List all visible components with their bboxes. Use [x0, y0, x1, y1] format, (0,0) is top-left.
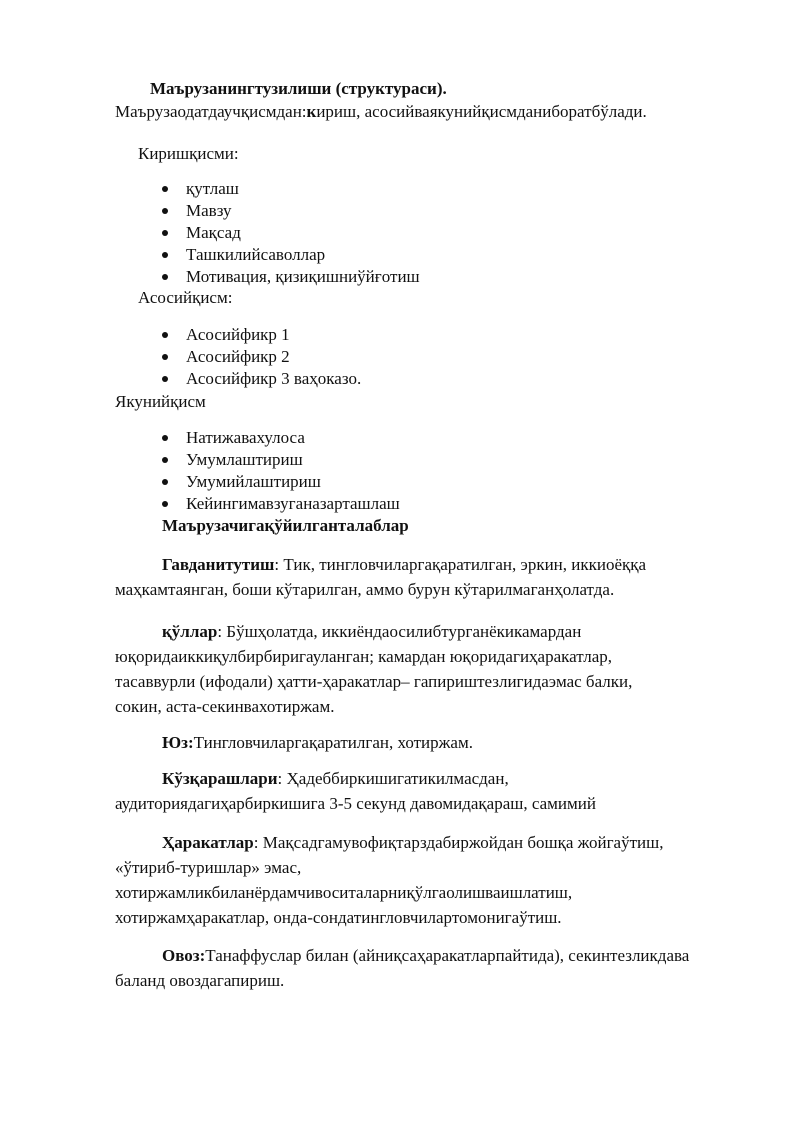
paragraph-yuz: Юз:Тингловчиларгақаратилган, хотиржам. [162, 733, 473, 752]
paragraph-qullar: қўллар: Бўшҳолатда, иккиёндаосилибтурганёкикамардан юқоридаиккиқулбирбиригауланган; камардан юқоридагиҳаракатлар, тасаввурли (ифодали) ҳатти-ҳаракатлар– гапириштезлигидаэмас балки, сокин, аста-секинвахотиржам. [115, 622, 633, 716]
list-item: Асосийфикр 2 [160, 346, 361, 368]
yakuniy-heading: Якунийқисм [115, 392, 206, 411]
yakuniy-list [160, 427, 400, 515]
list-item: Натижавахулоса [160, 427, 400, 449]
paragraph-ovoz: Овоз:Танаффуслар билан (айниқсаҳаракатларпайтида), секинтезликдава баланд овоздагапириш. [115, 946, 690, 990]
document-title: Маърузанингтузилиши (структураси). [150, 79, 447, 98]
kirish-heading: Киришқисми: [138, 144, 239, 163]
list-item: қутлаш [160, 178, 420, 200]
term-ovoz: Овоз: [162, 946, 206, 965]
bullet-icon [162, 457, 168, 463]
requirements-heading: Маърузачигақўйилганталаблар [162, 516, 409, 535]
bullet-icon [162, 354, 168, 360]
list-item: Умумийлаштириш [160, 471, 400, 493]
asosiy-heading: Асосийқисм: [138, 288, 233, 307]
term-gavda: Гавданитутиш [162, 555, 275, 574]
bullet-icon [162, 479, 168, 485]
intro-line [115, 101, 647, 123]
term-qullar: қўллар [162, 622, 218, 641]
term-kuz: Кўзқарашлари [162, 769, 278, 788]
intro-bold: к [306, 102, 317, 121]
list-item: Ташкилийсаволлар [160, 244, 420, 266]
bullet-icon [162, 376, 168, 382]
bullet-icon [162, 274, 168, 280]
intro-plain: Маърузаодатдаучқисмдан: [115, 102, 307, 121]
intro-rest: ириш, асосийваякунийқисмданиборатбўлади. [316, 102, 647, 121]
bullet-icon [162, 186, 168, 192]
list-item: Умумлаштириш [160, 449, 400, 471]
paragraph-gavda: Гавданитутиш: Тик, тингловчиларгақаратилган, эркин, иккиоёққа маҳкамтаянган, боши кўтарилган, аммо бурун кўтарилмаганҳолатда. [115, 555, 647, 599]
bullet-icon [162, 252, 168, 258]
term-yuz: Юз: [162, 733, 194, 752]
list-item: Мотивация, қизиқишниўйғотиш [160, 266, 420, 288]
list-item: Кейингимавзуганазарташлаш [160, 493, 400, 515]
bullet-icon [162, 435, 168, 441]
list-item: Мақсад [160, 222, 420, 244]
term-harakat: Ҳаракатлар [162, 833, 254, 852]
asosiy-list [160, 324, 361, 390]
list-item: Асосийфикр 1 [160, 324, 361, 346]
bullet-icon [162, 208, 168, 214]
bullet-icon [162, 230, 168, 236]
kirish-list [160, 178, 420, 288]
list-item: Мавзу [160, 200, 420, 222]
paragraph-harakat: Ҳаракатлар: Мақсадгамувофиқтарздабиржойдан бошқа жойгаўтиш, «ўтириб-туришлар» эмас, хотиржамликбиланёрдамчивоситаларниқўлгаолишваишлатиш, хотиржамҳаракатлар, онда-сондатингловчилартомонигаўтиш. [115, 833, 664, 927]
bullet-icon [162, 332, 168, 338]
bullet-icon [162, 501, 168, 507]
paragraph-kuz: Кўзқарашлари: Ҳадеббиркишигатикилмасдан, аудиториядагиҳарбиркишига 3-5 секунд давомидақараш, самимий [115, 769, 596, 813]
list-item: Асосийфикр 3 ваҳоказо. [160, 368, 361, 390]
